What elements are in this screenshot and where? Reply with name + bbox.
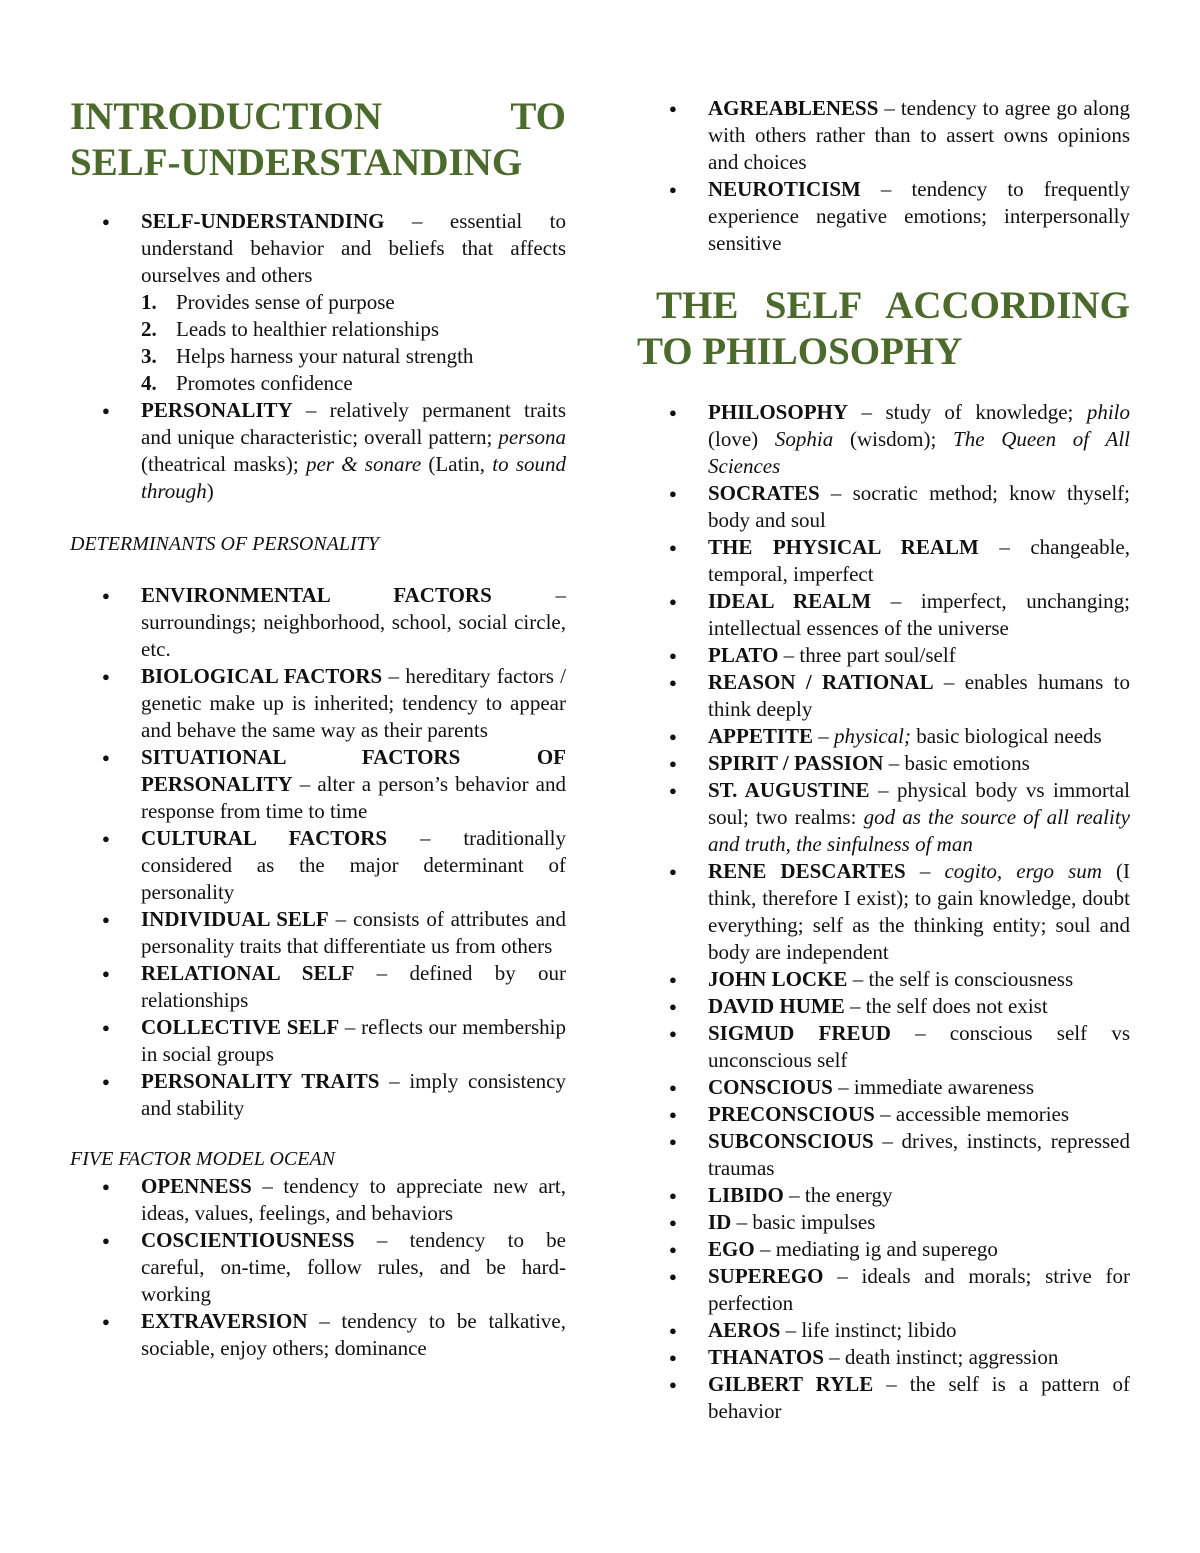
- ocean-heading: FIVE FACTOR MODEL OCEAN: [70, 1148, 336, 1170]
- list-item: [637, 399, 1130, 480]
- definition: tendency to frequently experience negative emotions; interpersonally sensitive: [708, 177, 1130, 255]
- separator: –: [339, 1015, 362, 1039]
- term: OPENNESS: [141, 1174, 252, 1198]
- list-item: [70, 1014, 566, 1068]
- item-text: Provides sense of purpose: [176, 290, 395, 314]
- italic-term: per & sonare: [305, 452, 422, 476]
- list-item: [70, 960, 566, 1014]
- definition: – study of knowledge;: [848, 400, 1087, 424]
- intro-title: [70, 94, 566, 186]
- list-item: [637, 1317, 1130, 1344]
- separator: –: [387, 826, 464, 850]
- list-item: [637, 1101, 1130, 1128]
- term: SPIRIT / PASSION: [708, 751, 884, 775]
- list-item: [70, 370, 566, 397]
- term: THE PHYSICAL REALM: [708, 535, 979, 559]
- term: PLATO: [708, 643, 779, 667]
- definition: three part soul/self: [799, 643, 956, 667]
- term: CULTURAL FACTORS: [141, 826, 388, 850]
- list-item: [637, 480, 1130, 534]
- list-item: [637, 1182, 1130, 1209]
- definition: enables humans to think deeply: [708, 670, 1130, 721]
- ocean-list-continued: [637, 95, 1130, 257]
- list-item: [70, 316, 566, 343]
- list-item: [70, 1227, 566, 1308]
- list-item: [637, 534, 1130, 588]
- separator: –: [933, 670, 965, 694]
- definition: reflects our membership in social groups: [141, 1015, 567, 1066]
- definition: conscious self vs unconscious self: [708, 1021, 1130, 1072]
- separator: –: [823, 1264, 862, 1288]
- philosophy-title-line-2: TO PHILOSOPHY: [637, 330, 963, 373]
- separator: –: [871, 589, 921, 613]
- term: THANATOS: [708, 1345, 824, 1369]
- intro-title-word-2: TO: [510, 95, 566, 138]
- list-item: [70, 825, 566, 906]
- separator: –: [873, 1129, 902, 1153]
- list-item: [637, 1074, 1130, 1101]
- separator: –: [874, 1102, 896, 1126]
- separator: –: [251, 1174, 284, 1198]
- list-item: [70, 397, 566, 505]
- definition: drives, instincts, repressed traumas: [708, 1129, 1130, 1180]
- separator: –: [780, 1318, 802, 1342]
- benefits-list: [70, 289, 566, 397]
- separator: –: [354, 1228, 410, 1252]
- separator: –: [731, 1210, 753, 1234]
- term: EGO: [708, 1237, 755, 1261]
- term: COLLECTIVE SELF: [141, 1015, 340, 1039]
- term: REASON / RATIONAL: [708, 670, 934, 694]
- separator: –: [778, 643, 800, 667]
- separator: –: [328, 907, 353, 931]
- definition: hereditary factors / genetic make up is inherited; tendency to appear and behave the same way as their parents: [141, 664, 567, 742]
- italic-term: persona: [498, 425, 566, 449]
- separator: –: [978, 535, 1031, 559]
- separator: –: [832, 1075, 854, 1099]
- list-item: [70, 1308, 566, 1362]
- term: DAVID HUME: [708, 994, 845, 1018]
- definition: life instinct; libido: [801, 1318, 957, 1342]
- definition: death instinct; aggression: [844, 1345, 1059, 1369]
- definition: socratic method; know thyself; body and soul: [708, 481, 1131, 532]
- separator: –: [307, 1309, 342, 1333]
- list-item: [70, 343, 566, 370]
- definition: (wisdom);: [833, 427, 954, 451]
- separator: –: [869, 778, 897, 802]
- separator: –: [379, 1069, 410, 1093]
- italic-term: god as the source of all reality and truth, the sinfulness of man: [708, 805, 1130, 856]
- philosophy-list: [637, 399, 1130, 1425]
- definition: physical body vs immortal soul; two realms:: [708, 778, 1130, 829]
- term: SOCRATES: [708, 481, 820, 505]
- term: NEUROTICISM: [708, 177, 861, 201]
- item-number: 3.: [141, 344, 157, 368]
- term: BIOLOGICAL FACTORS: [141, 664, 383, 688]
- term: SELF-UNDERSTANDING: [141, 209, 385, 233]
- definition: tendency to agree go along with others rather than to assert owns opinions and choices: [708, 96, 1130, 174]
- term: PERSONALITY TRAITS: [141, 1069, 380, 1093]
- italic-term: physical;: [834, 724, 912, 748]
- separator: –: [491, 583, 566, 607]
- definition: consists of attributes and personality traits that differentiate us from others: [141, 907, 567, 958]
- separator: –: [873, 1372, 910, 1396]
- separator: –: [384, 209, 450, 233]
- definition: – relatively permanent traits and unique characteristic; overall pattern;: [141, 398, 566, 449]
- separator: –: [354, 961, 410, 985]
- definition: basic emotions: [904, 751, 1030, 775]
- term: IDEAL REALM: [708, 589, 872, 613]
- intro-title-line-2: SELF-UNDERSTANDING: [70, 141, 523, 184]
- list-item: [70, 1173, 566, 1227]
- term: ENVIRONMENTAL FACTORS: [141, 583, 492, 607]
- italic-term: to sound through: [141, 452, 567, 503]
- definition: basic impulses: [752, 1210, 876, 1234]
- definition: the self is a pattern of behavior: [708, 1372, 1130, 1423]
- ocean-list: [70, 1173, 566, 1362]
- definition: traditionally considered as the major determinant of personality: [141, 826, 566, 904]
- definition: (love): [708, 427, 775, 451]
- italic-term: philo: [1086, 400, 1130, 424]
- term: EXTRAVERSION: [141, 1309, 308, 1333]
- item-number: 2.: [141, 317, 157, 341]
- philosophy-title: [637, 283, 1130, 375]
- term: RELATIONAL SELF: [141, 961, 355, 985]
- list-item: [70, 1068, 566, 1122]
- list-item: [637, 1344, 1130, 1371]
- list-item: [70, 289, 566, 316]
- term: INDIVIDUAL SELF: [141, 907, 329, 931]
- italic-term: The Queen of All Sciences: [708, 427, 1130, 478]
- term: GILBERT RYLE: [708, 1372, 874, 1396]
- definition: (I think, therefore I exist); to gain knowledge, doubt everything; self as the thinking entity; soul and body are independent: [708, 859, 1130, 964]
- list-item: [637, 1263, 1130, 1317]
- left-column: [70, 94, 566, 1362]
- term: CONSCIOUS: [708, 1075, 833, 1099]
- italic-term: cogito, ergo sum: [944, 859, 1102, 883]
- list-item: [637, 966, 1130, 993]
- term: PERSONALITY: [141, 398, 293, 422]
- term: SUPEREGO: [708, 1264, 824, 1288]
- list-item: [70, 208, 566, 289]
- term: SIGMUD FREUD: [708, 1021, 891, 1045]
- definition: imply consistency and stability: [141, 1069, 567, 1120]
- list-item: [637, 1371, 1130, 1425]
- definition: alter a person’s behavior and response from time to time: [141, 772, 566, 823]
- term: SITUATIONAL FACTORS OF PERSONALITY: [141, 745, 566, 796]
- list-item: [637, 993, 1130, 1020]
- intro-title-word-1: INTRODUCTION: [70, 95, 383, 138]
- item-text: Promotes confidence: [176, 371, 353, 395]
- term: AGREABLENESS: [708, 96, 879, 120]
- definition: the self does not exist: [865, 994, 1048, 1018]
- definition: immediate awareness: [853, 1075, 1035, 1099]
- definition: the self is consciousness: [868, 967, 1074, 991]
- list-item: [637, 858, 1130, 966]
- term: RENE DESCARTES: [708, 859, 906, 883]
- intro-list: [70, 208, 566, 289]
- separator: –: [847, 967, 869, 991]
- list-item: [637, 642, 1130, 669]
- item-number: 4.: [141, 371, 157, 395]
- list-item: [637, 1020, 1130, 1074]
- determinants-heading: DETERMINANTS OF PERSONALITY: [70, 533, 379, 555]
- term: SUBCONSCIOUS: [708, 1129, 874, 1153]
- list-item: [637, 1209, 1130, 1236]
- separator: –: [860, 177, 912, 201]
- right-column: [637, 95, 1130, 1425]
- list-item: [637, 95, 1130, 176]
- term: COSCIENTIOUSNESS: [141, 1228, 355, 1252]
- list-item: [70, 906, 566, 960]
- item-text: Leads to healthier relationships: [176, 317, 440, 341]
- definition: (theatrical masks);: [141, 452, 306, 476]
- list-item: [70, 663, 566, 744]
- term: PRECONSCIOUS: [708, 1102, 875, 1126]
- determinants-list: [70, 582, 566, 1122]
- separator: –: [813, 724, 835, 748]
- list-item: [637, 1128, 1130, 1182]
- list-item: [637, 723, 1130, 750]
- definition: changeable, temporal, imperfect: [708, 535, 1131, 586]
- term: JOHN LOCKE: [708, 967, 848, 991]
- term: AEROS: [708, 1318, 781, 1342]
- definition: surroundings; neighborhood, school, social circle, etc.: [141, 610, 566, 661]
- term: APPETITE: [708, 724, 814, 748]
- definition: the energy: [804, 1183, 893, 1207]
- list-item: [637, 750, 1130, 777]
- definition: basic biological needs: [911, 724, 1102, 748]
- list-item: [70, 582, 566, 663]
- separator: –: [382, 664, 406, 688]
- separator: –: [890, 1021, 950, 1045]
- separator: –: [783, 1183, 805, 1207]
- list-item: [637, 777, 1130, 858]
- term: PHILOSOPHY: [708, 400, 849, 424]
- definition: (Latin,: [421, 452, 493, 476]
- term: ID: [708, 1210, 732, 1234]
- separator: –: [905, 859, 945, 883]
- list-item: [637, 588, 1130, 642]
- list-item: [637, 1236, 1130, 1263]
- definition: mediating ig and superego: [775, 1237, 998, 1261]
- separator: –: [823, 1345, 845, 1369]
- separator: –: [844, 994, 866, 1018]
- separator: –: [292, 772, 318, 796]
- term: ST. AUGUSTINE: [708, 778, 870, 802]
- definition: ideals and morals; strive for perfection: [708, 1264, 1131, 1315]
- list-item: [637, 669, 1130, 723]
- personality-list: [70, 397, 566, 505]
- definition: defined by our relationships: [141, 961, 567, 1012]
- definition: tendency to be careful, on-time, follow rules, and be hard-working: [141, 1228, 567, 1306]
- definition: accessible memories: [895, 1102, 1070, 1126]
- definition: essential to understand behavior and beliefs that affects ourselves and others: [141, 209, 566, 287]
- term: LIBIDO: [708, 1183, 784, 1207]
- item-number: 1.: [141, 290, 157, 314]
- philosophy-title-line-1: THE SELF ACCORDING: [656, 284, 1130, 327]
- separator: –: [883, 751, 905, 775]
- item-text: Helps harness your natural strength: [176, 344, 474, 368]
- list-item: [637, 176, 1130, 257]
- list-item: [70, 744, 566, 825]
- separator: –: [754, 1237, 776, 1261]
- separator: –: [878, 96, 901, 120]
- definition: imperfect, unchanging; intellectual essences of the universe: [708, 589, 1131, 640]
- separator: –: [819, 481, 853, 505]
- definition: tendency to be talkative, sociable, enjoy others; dominance: [141, 1309, 566, 1360]
- italic-term: Sophia: [774, 427, 834, 451]
- definition: tendency to appreciate new art, ideas, values, feelings, and behaviors: [141, 1174, 566, 1225]
- definition: ): [206, 479, 214, 503]
